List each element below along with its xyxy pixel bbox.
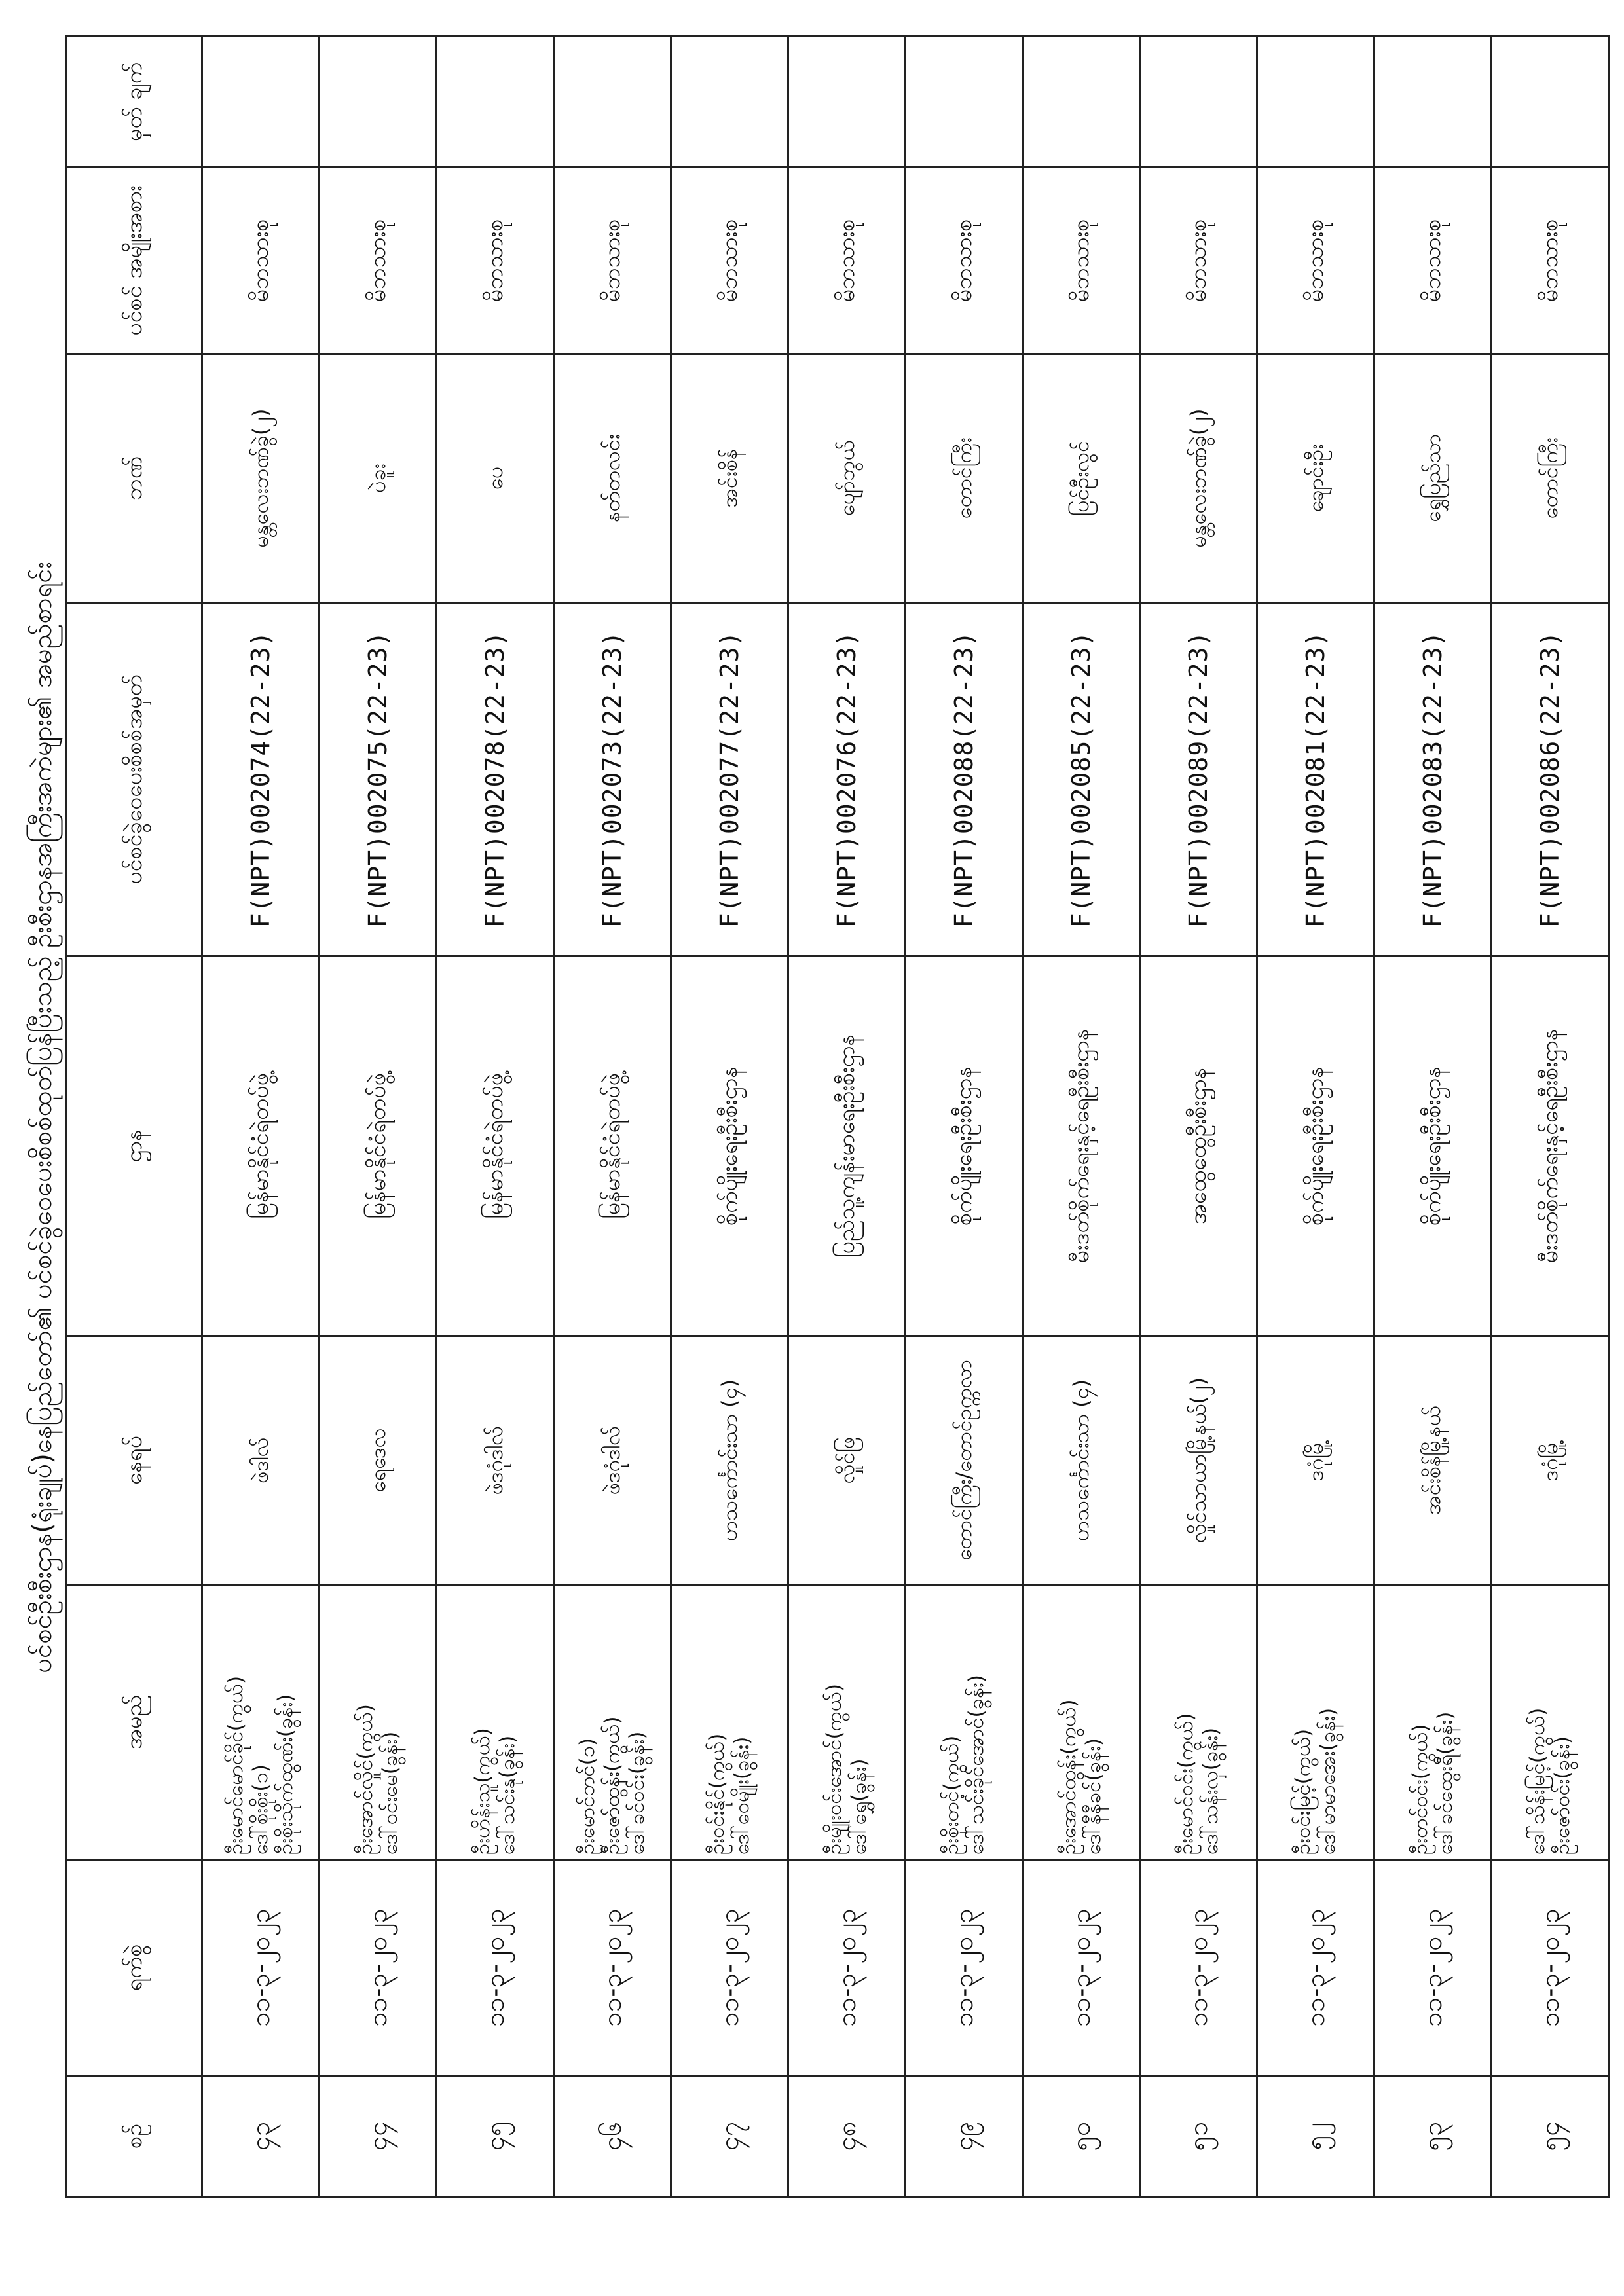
- cell-address: ဖဲဒါလ်: [202, 1336, 320, 1585]
- cell-bank: တောင်ကြီး: [906, 354, 1023, 603]
- name-line: ဦးမောင်ဝင်း(ကွယ်): [1174, 1713, 1198, 1855]
- name-line: ဦးဝင်းမြင့်(ကွယ်): [1291, 1728, 1315, 1855]
- table-row: [1140, 37, 1257, 2197]
- table-row: [671, 37, 788, 2197]
- table-body: [202, 37, 1609, 2197]
- cell-pension-type: မိဘ​သားစု: [671, 168, 788, 354]
- cell-date: ၁၁-၃-၂၀၂၃: [437, 1860, 554, 2076]
- name-line: ဒေါ်ခင်ထွေးရီ(ခွန်း): [1433, 1711, 1457, 1855]
- cell-name: [554, 1585, 671, 1860]
- header-registration: ပင်စင်ခွဲဝေပေးစိစစ်အမှတ်: [67, 603, 202, 957]
- header-pension-type: ပင်စင် အမျိုးအစား: [67, 168, 202, 354]
- cell-serial: ၅၀: [1023, 2076, 1140, 2197]
- table-row: [1023, 37, 1140, 2197]
- cell-date: ၁၁-၃-၂၀၂၃: [320, 1860, 437, 2076]
- cell-pension-type: မိဘ​သားစု: [1023, 168, 1140, 354]
- cell-remark: [788, 37, 906, 168]
- cell-bank: နတ်တလင်း: [554, 354, 671, 603]
- name-line: ဦးဇော်ထွန်း(ကွယ်): [600, 1716, 624, 1855]
- cell-bank: ပေ: [437, 354, 554, 603]
- header-date: ရက်စွဲ: [67, 1860, 202, 2076]
- table-row: [1492, 37, 1609, 2197]
- cell-remark: [554, 37, 671, 168]
- cell-address: အင်းစိန်မြို့နယ်: [1375, 1336, 1492, 1585]
- table-row: [906, 37, 1023, 2197]
- cell-remark: [437, 37, 554, 168]
- header-address: နေရပ်: [67, 1336, 202, 1585]
- cell-department: အထွေထွေဦးစီးဌာန: [1140, 957, 1257, 1336]
- cell-pension-type: မိဘ​သားစု: [1375, 168, 1492, 354]
- cell-address: လှိုင်ဖြ: [788, 1336, 906, 1585]
- cell-name: [320, 1585, 437, 1860]
- table-header-row: [67, 37, 202, 2197]
- cell-registration: F(NPT)002074(22-23): [202, 603, 320, 957]
- cell-bank: တောင်ကြီး: [1492, 354, 1609, 603]
- cell-date: ၁၁-၃-၂၀၂၃: [1375, 1860, 1492, 2076]
- cell-serial: ၄၈: [788, 2076, 906, 2197]
- cell-name: [906, 1585, 1023, 1860]
- cell-remark: [1023, 37, 1140, 168]
- cell-serial: ၄၄: [320, 2076, 437, 2197]
- name-line: ဒေါ်သန်းလှ(ခွန်း): [1199, 1727, 1223, 1855]
- cell-bank: မန္တလေးဘဏ်ခွဲ(၂): [1140, 354, 1257, 603]
- cell-department: ပြည်သူ့ကျန်းမာရေးဦးစီးဌာန: [788, 957, 906, 1336]
- cell-bank: ပြင်ဦးလွင်: [1023, 354, 1140, 603]
- cell-remark: [320, 37, 437, 168]
- cell-serial: ၅၄: [1492, 2076, 1609, 2197]
- cell-name: [1257, 1585, 1375, 1860]
- cell-address: ဖဲဒဂုံဒါလ်: [554, 1336, 671, 1585]
- cell-name: [202, 1585, 320, 1860]
- cell-address: ရေဒေလ: [320, 1336, 437, 1585]
- name-line: ဒေါ်ဝင်းမေ(ခွန်း): [378, 1731, 402, 1855]
- cell-serial: ၅၃: [1375, 2076, 1492, 2197]
- cell-pension-type: မိဘ​သားစု: [1492, 168, 1609, 354]
- cell-serial: ၄၇: [671, 2076, 788, 2197]
- cell-department: မြန်မာနိုင်ငံရဲတပ်ဖွဲ့: [320, 957, 437, 1336]
- cell-department: စိုက်ပျိုးရေးဦးစီးဌာန: [1257, 957, 1375, 1336]
- name-line: ဒေါ်ခင်ဝင်း(ခွန်း): [625, 1731, 649, 1855]
- cell-pension-type: မိဘ​သားစု: [437, 168, 554, 354]
- table-row: [202, 37, 320, 2197]
- name-line: ဦးမျိုးဝင်းအောင်(ကွယ်): [822, 1683, 846, 1855]
- name-line: ဒေါ်သိန်းမြင့်(ကွယ်): [1526, 1707, 1549, 1855]
- cell-address: ဟသင်္ကောင်းသာ (၄): [671, 1336, 788, 1585]
- cell-date: ၁၁-၃-၂၀၂၃: [671, 1860, 788, 2076]
- cell-serial: ၄၅: [437, 2076, 554, 2197]
- cell-registration: F(NPT)002086(22-23): [1492, 603, 1609, 957]
- cell-name: [671, 1585, 788, 1860]
- cell-pension-type: မိဘ​သားစု: [1257, 168, 1375, 354]
- cell-name: [788, 1585, 906, 1860]
- table-row: [320, 37, 437, 2197]
- name-line: ဒေါ်ဝေမျိုး(ခွန်း): [730, 1736, 754, 1855]
- cell-pension-type: မိဘ​သားစု: [202, 168, 320, 354]
- cell-registration: F(NPT)002076(22-23): [788, 603, 906, 957]
- cell-department: မြန်မာနိုင်ငံရဲတပ်ဖွဲ့: [202, 957, 320, 1336]
- cell-date: ၁၁-၃-၂၀၂၃: [1023, 1860, 1140, 2076]
- cell-registration: F(NPT)002073(22-23): [554, 603, 671, 957]
- name-line: ဦးတင်ဝင်း(ကွယ်): [1409, 1724, 1432, 1855]
- header-remark: မှတ် ချက်: [67, 37, 202, 168]
- header-serial: စဉ်: [67, 2076, 202, 2197]
- cell-name: [1492, 1585, 1609, 1860]
- cell-remark: [1492, 37, 1609, 168]
- header-department: ဌာန: [67, 957, 202, 1336]
- cell-remark: [1375, 37, 1492, 168]
- cell-registration: F(NPT)002075(22-23): [320, 603, 437, 957]
- cell-date: ၁၁-၃-၂၀၂၃: [1492, 1860, 1609, 2076]
- cell-registration: F(NPT)002077(22-23): [671, 603, 788, 957]
- cell-serial: ၅၂: [1257, 2076, 1375, 2197]
- cell-registration: F(NPT)002081(22-23): [1257, 603, 1375, 957]
- cell-name: [1023, 1585, 1140, 1860]
- cell-department: စိုက်ပျိုးရေးဦးစီးဌာန: [906, 957, 1023, 1336]
- cell-registration: F(NPT)002078(22-23): [437, 603, 554, 957]
- cell-registration: F(NPT)002085(22-23): [1023, 603, 1140, 957]
- cell-name: [437, 1585, 554, 1860]
- cell-department: မီးဒတ်စိုက်ရေးနှင့်ရေဦးစီးဌာန: [1492, 957, 1609, 1336]
- name-line: ဒေါ်ရွှေ(ခွန်း): [847, 1758, 871, 1855]
- page-title: ပင်စင်ဦးစီးဌာန(ရုံးချုပ်)နေပြည်တော်၏ ပင်စင်ခွဲဝေပေးစိစစ်ထုတ်ပြန်ပြီးသည့် ဦးစီးဌာနအကြီးအကဲများ၏ အမည်စာရင်း: [28, 562, 58, 1673]
- cell-address: တောင်ကြီး/တောင်ဥက္ကလာ: [906, 1336, 1023, 1585]
- cell-bank: ပျော်ဘွယ်: [788, 354, 906, 603]
- cell-remark: [202, 37, 320, 168]
- name-line: ဦးစိုးတင့်(ကွယ်): [940, 1735, 963, 1855]
- name-line: ဦးမောင်မောင်ခိုင်(ကွယ်): [224, 1675, 248, 1855]
- cell-registration: F(NPT)002088(22-23): [906, 603, 1023, 957]
- cell-name: [1375, 1585, 1492, 1860]
- table-row: [788, 37, 906, 2197]
- cell-bank: ချောင်းဦး: [1257, 354, 1375, 603]
- name-line: ဦးဟိန်းသူ(ကွယ်): [471, 1728, 494, 1855]
- cell-department: မြန်မာနိုင်ငံရဲတပ်ဖွဲ့: [437, 957, 554, 1336]
- cell-name: [1140, 1585, 1257, 1860]
- table-row: [554, 37, 671, 2197]
- cell-date: ၁၁-၃-၂၀၂၃: [1257, 1860, 1375, 2076]
- cell-date: ၁၁-၃-၂၀၂၃: [202, 1860, 320, 2076]
- name-line: ဦးမောင်ဘင်(၁): [576, 1738, 599, 1855]
- table-row: [1257, 37, 1375, 2197]
- cell-registration: F(NPT)002089(22-23): [1140, 603, 1257, 957]
- cell-serial: ၄၉: [906, 2076, 1023, 2197]
- cell-pension-type: မိဘ​သားစု: [554, 168, 671, 354]
- cell-department: မီးဒတ်စိုက်ရေးနှင့်ရေဦးစီးဌာန: [1023, 957, 1140, 1336]
- cell-address: လှိုင်သာယာမြို့နယ်(၂): [1140, 1336, 1257, 1585]
- name-line: ဦးစိုးသိုက်ထွဏ်း(ခွန်း): [274, 1694, 297, 1855]
- cell-address: ဟသင်္ကောင်းသာ (၄): [1023, 1336, 1140, 1585]
- name-line: ဦးဝင်းနိုင်(ကွယ်): [705, 1733, 729, 1855]
- cell-remark: [906, 37, 1023, 168]
- cell-date: ၁၁-၃-၂၀၂၃: [788, 1860, 906, 2076]
- cell-bank: ရွှေပြည်သာ: [1375, 354, 1492, 603]
- pension-table: [65, 35, 1610, 2198]
- name-line: ဒေါ်သင်းနု(ခွန်း): [496, 1735, 519, 1855]
- name-line: ဒေါ်သင်းခိုင်အောင်(ခွန်း): [965, 1674, 988, 1855]
- cell-remark: [1257, 37, 1375, 168]
- cell-address: ဒဂုံမြို့: [1492, 1336, 1609, 1585]
- cell-pension-type: မိဘ​သားစု: [906, 168, 1023, 354]
- cell-bank: ပဲခူး: [320, 354, 437, 603]
- cell-serial: ၄၃: [202, 2076, 320, 2197]
- table-row: [437, 37, 554, 2197]
- name-line: ဒေါ်မာမာအေး(ခွန်း): [1316, 1707, 1340, 1855]
- cell-bank: အင်းစိန်: [671, 354, 788, 603]
- cell-department: မြန်မာနိုင်ငံရဲတပ်ဖွဲ့: [554, 957, 671, 1336]
- cell-department: စိုက်ပျိုးရေးဦးစီးဌာန: [671, 957, 788, 1336]
- cell-date: ၁၁-၃-၂၀၂၃: [554, 1860, 671, 2076]
- cell-serial: ၅၁: [1140, 2076, 1257, 2197]
- cell-remark: [671, 37, 788, 168]
- cell-pension-type: မိဘ​သားစု: [320, 168, 437, 354]
- cell-bank: မန္တလေးဘဏ်ခွဲ(၂): [202, 354, 320, 603]
- name-line: ဒေါ်နီနီခင်(ခွန်း): [1082, 1738, 1105, 1855]
- name-line: ဦးဇော်ဝင်း(ခွန်း): [1551, 1736, 1574, 1855]
- header-name: အမည်: [67, 1585, 202, 1860]
- cell-date: ၁၁-၃-၂၀၂၃: [1140, 1860, 1257, 2076]
- cell-department: စိုက်ပျိုးရေးဦးစီးဌာန: [1375, 957, 1492, 1336]
- cell-pension-type: မိဘ​သားစု: [1140, 168, 1257, 354]
- cell-serial: ၄၆: [554, 2076, 671, 2197]
- name-line: ဦးအောင်လှိုင်(ကွယ်): [354, 1704, 377, 1855]
- cell-address: ဖဲဒဂုံဒါလ်: [437, 1336, 554, 1585]
- cell-registration: F(NPT)002083(22-23): [1375, 603, 1492, 957]
- header-bank: ဘဏ်: [67, 354, 202, 603]
- name-line: ဦးအောင်ထွန်း(ကွယ်): [1057, 1699, 1080, 1855]
- table-row: [1375, 37, 1492, 2197]
- cell-address: ဒဂုံမြို့: [1257, 1336, 1375, 1585]
- name-line: ဒေါ်စိုးစိုး(၁): [249, 1764, 272, 1855]
- cell-date: ၁၁-၃-၂၀၂၃: [906, 1860, 1023, 2076]
- cell-pension-type: မိဘ​သားစု: [788, 168, 906, 354]
- cell-remark: [1140, 37, 1257, 168]
